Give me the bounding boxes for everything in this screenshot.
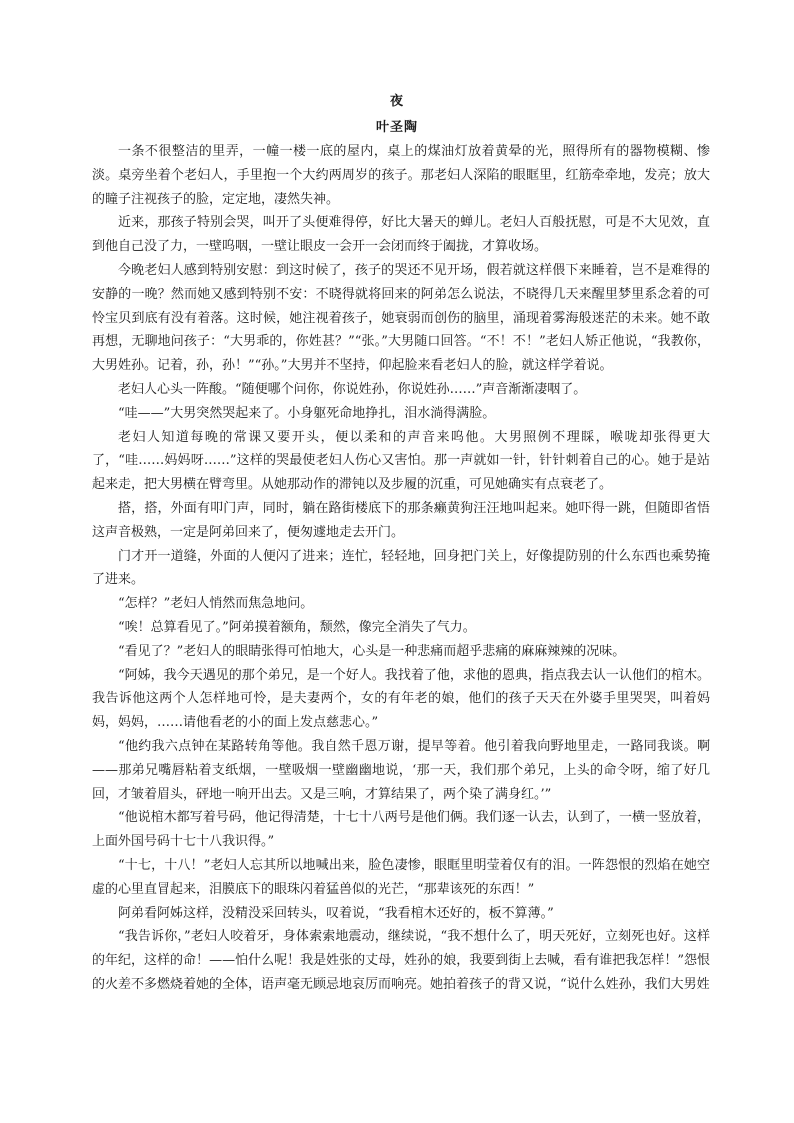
document-body	[92, 140, 710, 997]
paragraph: 老妇人知道每晚的常课又要开头，便以柔和的声音来呜他。大男照例不理睬，喉咙却张得更大了，“哇……妈妈呀……”这样的哭最使老妇人伤心又害怕。那一声就如一针，针针刺着自己的心。她于是站起来走，把大男横在臂弯里。从她那动作的滞钝以及步履的沉重，可见她确实有点衰老了。	[92, 429, 710, 493]
paragraph: “十七，十八！”老妇人忘其所以地喊出来，脸色凄惨，眼眶里明莹着仅有的泪。一阵怨恨的烈焰在她空虚的心里直冒起来，泪膜底下的眼珠闪着猛兽似的光芒，“那辈该死的东西！”	[92, 857, 710, 897]
paragraph: 搭，搭，外面有叩门声，同时，躺在路街楼底下的那条癞黄狗汪汪地叫起来。她吓得一跳，但随即省悟这声音极熟，一定是阿弟回来了，便匆遽地走去开门。	[92, 500, 710, 540]
paragraph: “他约我六点钟在某路转角等他。我自然千恩万谢，提早等着。他引着我向野地里走，一路同我谈。啊——那弟兄嘴唇粘着支纸烟，一壁吸烟一壁幽幽地说，‘那一天，我们那个弟兄，上头的命令呀，缩了好几回，才皱着眉头，砰地一响开出去。又是三响，才算结果了，两个染了满身红。’”	[92, 738, 710, 802]
paragraph: 近来，那孩子特别会哭，叫开了头便难得停，好比大暑天的蝉儿。老妇人百般抚慰，可是不大见效，直到他自己没了力，一壁呜咽，一壁让眼皮一会开一会闭而终于阖拢，才算收场。	[92, 215, 710, 255]
paragraph: “唉！总算看见了。”阿弟摸着额角，颓然，像完全消失了气力。	[118, 619, 476, 635]
paragraph: 今晚老妇人感到特别安慰：到这时候了，孩子的哭还不见开场，假若就这样偎下来睡着，岂不是难得的安静的一晚？然而她又感到特别不安：不晓得就将回来的阿弟怎么说法，不晓得几天来醒里梦里系念着的可怜宝贝到底有没有着落。这时候，她注视着孩子，她衰弱而创伤的脑里，涌现着雾海般迷茫的未来。她不敢再想，无聊地问孩子：“大男乖的，你姓甚？”“张。”大男随口回答。“不！不！”老妇人矫正他说，“我教你，大男姓孙。记着，孙，孙！”“孙。”大男并不坚持，仰起脸来看老妇人的脸，就这样学着说。	[92, 262, 710, 374]
document-title: 夜	[389, 94, 404, 109]
paragraph: 阿弟看阿姊这样，没精没采回转头，叹着说，“我看棺木还好的，板不算薄。”	[118, 905, 554, 921]
paragraph: “怎样？”老妇人悄然而焦急地问。	[118, 596, 314, 612]
paragraph: “哇——”大男突然哭起来了。小身躯死命地挣扎，泪水淌得满脸。	[118, 405, 496, 421]
paragraph: “阿姊，我今天遇见的那个弟兄，是一个好人。我找着了他，求他的恩典，指点我去认一认他们的棺木。我告诉他这两个人怎样地可怜，是夫妻两个，女的有年老的娘，他们的孩子天天在外婆手里哭哭，叫着妈妈，妈妈，……请他看老的小的面上发点慈悲心。”	[92, 667, 710, 731]
paragraph: “我告诉你，”老妇人咬着牙，身体索索地震动，继续说，“我不想什么了，明天死好，立刻死也好。这样的年纪，这样的命！——怕什么呢！我是姓张的丈母，姓孙的娘，我要到街上去喊，看有谁把我怎样！”怨恨的火差不多燃烧着她的全体，语声毫无顾忌地哀厉而响亮。她拍着孩子的背又说，“说什么姓孙，我们大男姓	[92, 929, 710, 992]
paragraph: “他说棺木都写着号码，他记得清楚，十七十八两号是他们俩。我们逐一认去，认到了，一横一竖放着，上面外国号码十七十八我识得。”	[92, 810, 710, 850]
paragraph: 门才开一道缝，外面的人便闪了进来；连忙，轻轻地，回身把门关上，好像提防别的什么东西也乘势掩了进来。	[92, 548, 710, 588]
document-author: 叶圣陶	[375, 120, 418, 135]
paragraph: 一条不很整洁的里弄，一幢一楼一底的屋内，桌上的煤油灯放着黄晕的光，照得所有的器物模糊、惨淡。桌旁坐着个老妇人，手里抱一个大约两周岁的孩子。那老妇人深陷的眼眶里，红筋牵牵地，发亮；放大的瞳子注视孩子的脸，定定地，凄然失神。	[92, 144, 710, 207]
paragraph: 老妇人心头一阵酸。“随便哪个问你，你说姓孙，你说姓孙……”声音渐渐凄咽了。	[118, 381, 587, 397]
paragraph: “看见了？”老妇人的眼睛张得可怕地大，心头是一种悲痛而超乎悲痛的麻麻辣辣的况味。	[118, 643, 626, 659]
